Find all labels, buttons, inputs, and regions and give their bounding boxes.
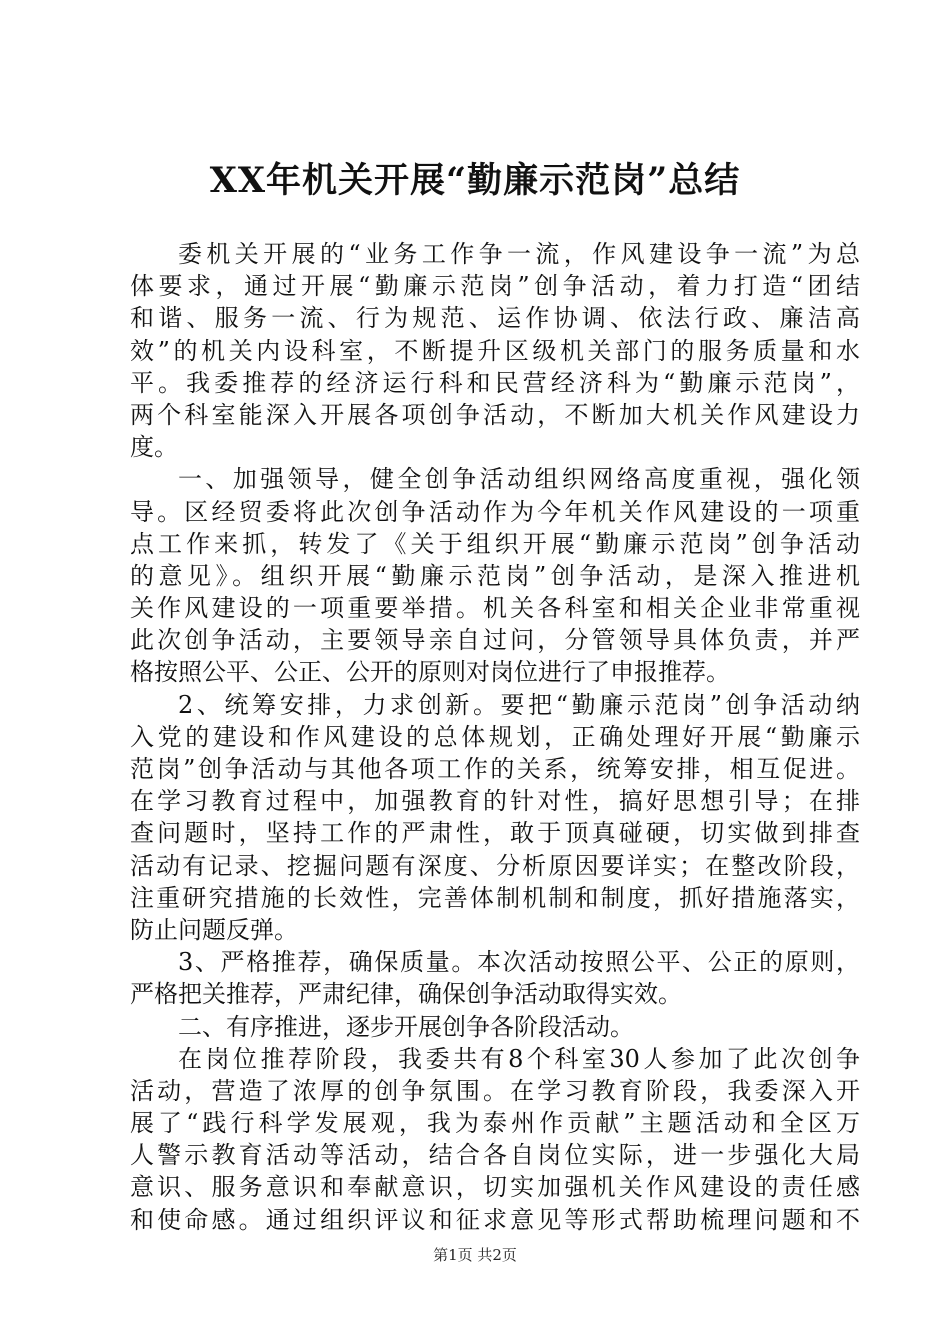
text-line: 3、严格推荐，确保质量。本次活动按照公平、公正的原则， — [178, 948, 860, 977]
text-line: 意识、服务意识和奉献意识，切实加强机关作风建设的责任感 — [130, 1173, 860, 1202]
text-line: 两个科室能深入开展各项创争活动，不断加大机关作风建设力 — [130, 400, 860, 429]
text-line: 格按照公平、公正、公开的原则对岗位进行了申报推荐。 — [130, 658, 730, 687]
text-line: 活动，营造了浓厚的创争氛围。在学习教育阶段，我委深入开 — [130, 1076, 860, 1105]
document-body — [130, 238, 860, 1236]
page-footer: 第1页 共2页 — [433, 1246, 517, 1264]
text-line: 体要求，通过开展“勤廉示范岗”创争活动，着力打造“团结 — [130, 272, 860, 301]
text-line: 度。 — [130, 433, 178, 462]
text-line: 入党的建设和作风建设的总体规划，正确处理好开展“勤廉示 — [130, 722, 860, 751]
text-line: 二、有序推进，逐步开展创争各阶段活动。 — [178, 1012, 634, 1041]
text-line: 活动有记录、挖掘问题有深度、分析原因要详实；在整改阶段， — [130, 851, 860, 880]
text-line: 人警示教育活动等活动，结合各自岗位实际，进一步强化大局 — [130, 1141, 860, 1170]
text-line: 委机关开展的“业务工作争一流，作风建设争一流”为总 — [178, 240, 860, 268]
text-line: 一、加强领导，健全创争活动组织网络高度重视，强化领 — [178, 465, 860, 494]
text-line: 和使命感。通过组织评议和征求意见等形式帮助梳理问题和不 — [130, 1205, 860, 1234]
text-line: 严格把关推荐，严肃纪律，确保创争活动取得实效。 — [130, 980, 682, 1009]
text-line: 在学习教育过程中，加强教育的针对性，搞好思想引导；在排 — [130, 787, 860, 816]
text-line: 注重研究措施的长效性，完善体制机制和制度，抓好措施落实， — [130, 883, 860, 912]
text-line: 和谐、服务一流、行为规范、运作协调、依法行政、廉洁高 — [130, 304, 860, 333]
text-line: 的意见》。组织开展“勤廉示范岗”创争活动，是深入推进机 — [130, 561, 860, 590]
text-line: 关作风建设的一项重要举措。机关各科室和相关企业非常重视 — [130, 594, 860, 623]
text-line: 平。我委推荐的经济运行科和民营经济科为“勤廉示范岗”， — [130, 368, 860, 397]
text-line: 点工作来抓，转发了《关于组织开展“勤廉示范岗”创争活动 — [130, 529, 860, 558]
document-title: XX年机关开展“勤廉示范岗”总结 — [209, 160, 741, 201]
text-line: 2、统筹安排，力求创新。要把“勤廉示范岗”创争活动纳 — [178, 690, 860, 719]
text-line: 导。区经贸委将此次创争活动作为今年机关作风建设的一项重 — [130, 497, 860, 526]
text-line: 在岗位推荐阶段，我委共有8个科室30人参加了此次创争 — [178, 1044, 860, 1073]
text-line: 防止问题反弹。 — [130, 915, 298, 944]
text-line: 此次创争活动，主要领导亲自过问，分管领导具体负责，并严 — [130, 626, 860, 655]
text-line: 展了“践行科学发展观，我为泰州作贡献”主题活动和全区万 — [130, 1109, 860, 1138]
text-line: 范岗”创争活动与其他各项工作的关系，统筹安排，相互促进。 — [130, 755, 860, 783]
text-line: 效”的机关内设科室，不断提升区级机关部门的服务质量和水 — [130, 336, 860, 365]
text-line: 查问题时，坚持工作的严肃性，敢于顶真碰硬，切实做到排查 — [130, 819, 860, 848]
